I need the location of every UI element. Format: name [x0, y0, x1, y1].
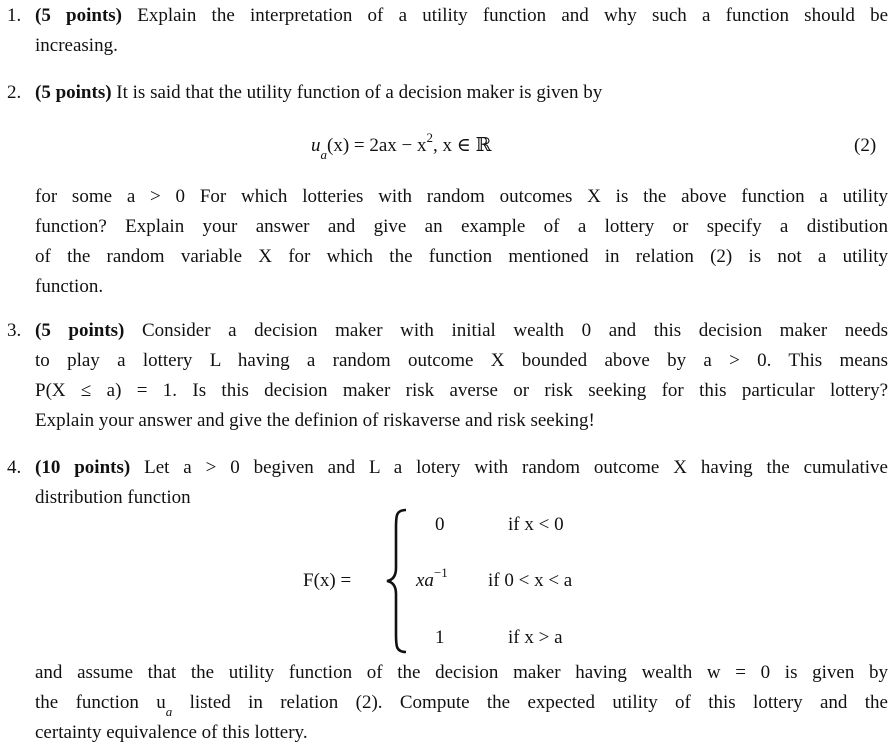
problem-text-line: (5 points) Explain the interpretation of a utility function and why such a function should be	[35, 5, 889, 26]
problem-text-line: of the random variable X for which the function mentioned in relation (2) is not a utility	[35, 246, 888, 267]
problem-text-line: P(X ≤ a) = 1. Is this decision maker risk averse or risk seeking for this particular lottery?	[35, 380, 888, 401]
problem-number: 4.	[7, 457, 22, 478]
problem-number: 1.	[7, 5, 22, 26]
points-label: (5 points)	[35, 320, 125, 341]
problem-text-line: the function $u_a$ listed in relation (2). Compute the expected utility of this lottery and the	[35, 692, 888, 719]
piece-condition-2: if 0 < x < a	[488, 570, 573, 591]
piece-value-3: 1	[435, 627, 445, 648]
equation-2	[0, 131, 895, 161]
piecewise-lhs: F(x) =	[303, 570, 352, 591]
problem-text-line: for some a > 0 For which lotteries with random outcomes X is the above function a utility	[35, 186, 888, 207]
problem-text-line: to play a lottery L having a random outcome X bounded above by a > 0. This means	[35, 350, 888, 371]
problem-text-line: certainty equivalence of this lottery.	[35, 722, 308, 743]
problem-text-line: function? Explain your answer and give an example of a lottery or specify a distibution	[35, 216, 888, 237]
piece-value-1: 0	[435, 514, 445, 535]
piece-condition-3: if x > a	[508, 627, 563, 648]
problem-text-line: (10 points) Let a > 0 begiven and L a lotery with random outcome X having the cumulative	[35, 457, 888, 478]
left-brace	[384, 506, 410, 656]
problem-text-line: distribution function	[35, 487, 191, 508]
problem-text-line: increasing.	[35, 35, 118, 56]
problem-text-line: (5 points) It is said that the utility function of a decision maker is given by	[35, 82, 603, 103]
problem-text-line: and assume that the utility function of the decision maker having wealth w = 0 is given by	[35, 662, 888, 683]
piece-condition-1: if x < 0	[508, 514, 564, 535]
problem-number: 3.	[7, 320, 22, 341]
points-label: (5 points)	[35, 5, 123, 26]
problem-number: 2.	[7, 82, 22, 103]
problem-text-line: Explain your answer and give the definion of riskaverse and risk seeking!	[35, 410, 595, 431]
equation-formula: $u_a(x) = 2ax - x^2$, x ∈ ℝ	[311, 129, 492, 162]
points-label: (10 points)	[35, 457, 131, 478]
equation-number: (2)	[854, 135, 877, 156]
piecewise-function	[0, 506, 895, 656]
problem-text-line: (5 points) Consider a decision maker with initial wealth 0 and this decision maker needs	[35, 320, 888, 341]
piece-value-2: $xa^{-1}$	[416, 564, 448, 591]
problem-text-line: function.	[35, 276, 104, 297]
points-label: (5 points)	[35, 82, 112, 103]
